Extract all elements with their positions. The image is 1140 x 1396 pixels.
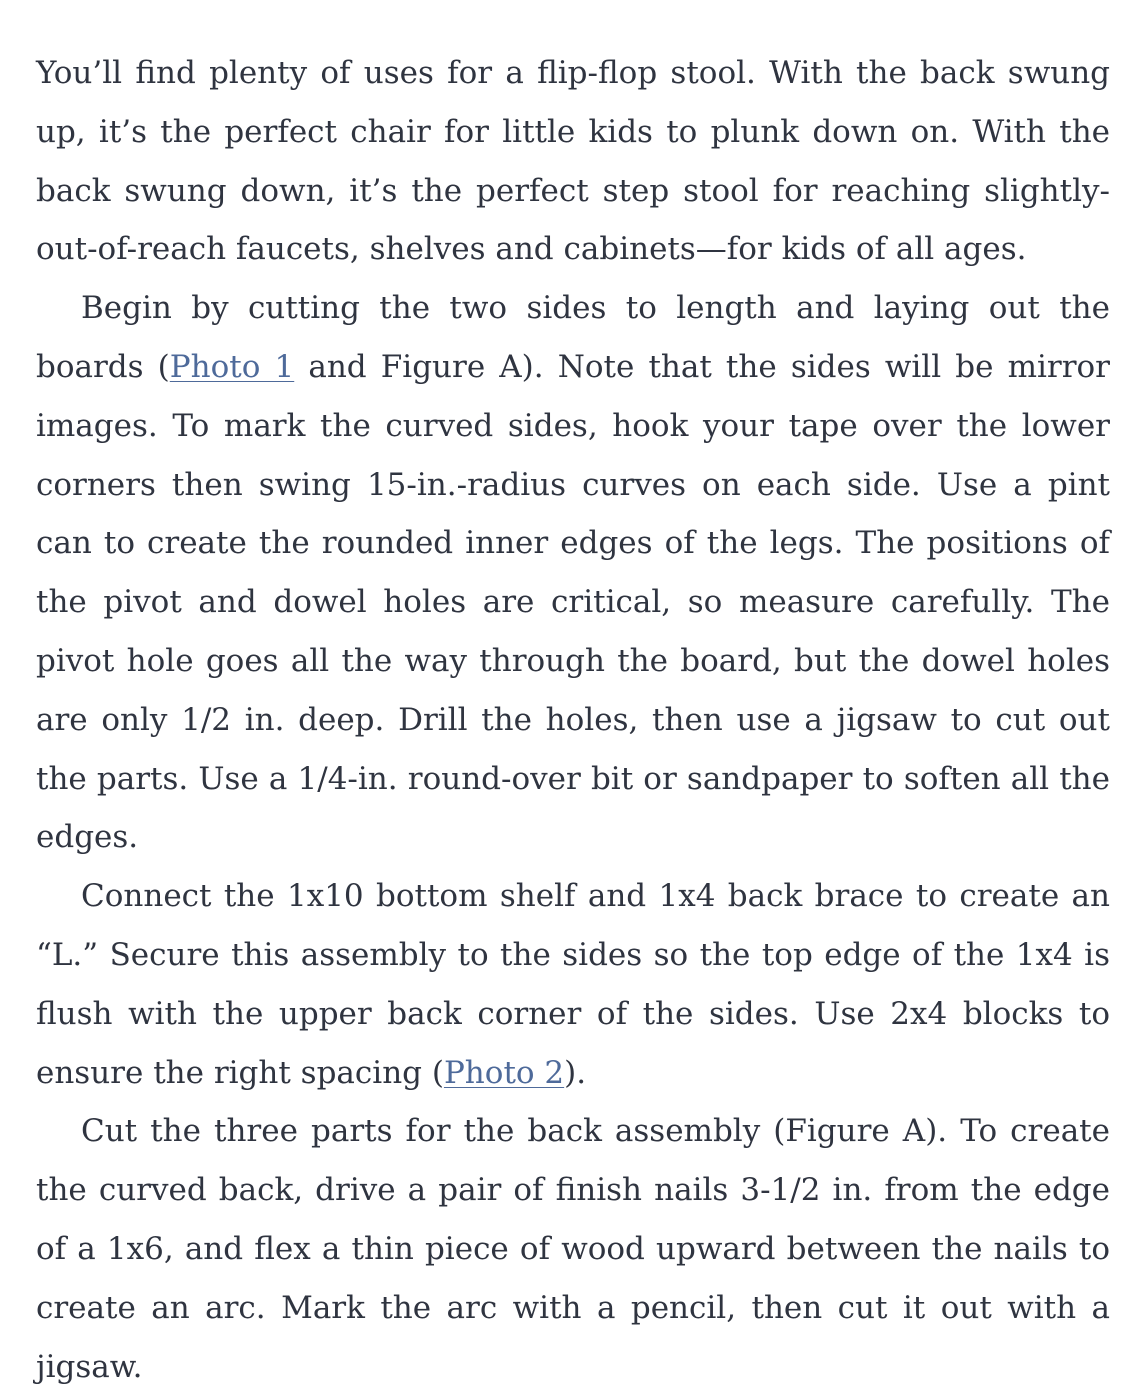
paragraph-intro: [36, 44, 1110, 279]
paragraph-bottom-shelf-text-start: Connect the 1x10 bottom shelf and 1x4 back brace to create an “L.” Secure this assembly to the sides so the top edge of the 1x4 is flush with the upper back corner of the sides. Use 2x4 blocks to ensure the right spacing (: [36, 878, 1110, 1091]
photo-1-link[interactable]: Photo 1: [169, 348, 295, 385]
photo-2-link[interactable]: Photo 2: [443, 1054, 565, 1091]
paragraph-back-assembly-text: Cut the three parts for the back assembly (Figure A). To create the curved back, drive a pair of finish nails 3-1/2 in. from the edge of a 1x6, and flex a thin piece of wood upward between the nails to create an arc. Mark the arc with a pencil, then cut it out with a jigsaw.: [36, 1113, 1110, 1385]
paragraph-cutting-sides-text-end: and Figure A). Note that the sides will be mirror images. To mark the curved sides, hook your tape over the lower corners then swing 15-in.-radius curves on each side. Use a pint can to create the rounded inner edges of the legs. The positions of the pivot and dowel holes are critical, so measure carefully. The pivot hole goes all the way through the board, but the dowel holes are only 1/2 in. deep. Drill the holes, then use a jigsaw to cut out the parts. Use a 1/4-in. round-over bit or sandpaper to soften all the edges.: [36, 348, 1110, 856]
article-body: [36, 44, 1110, 1396]
paragraph-bottom-shelf-text-end: ).: [564, 1054, 587, 1091]
paragraph-bottom-shelf: [36, 867, 1110, 1102]
paragraph-intro-text: You’ll find plenty of uses for a flip-flop stool. With the back swung up, it’s the perfect chair for little kids to plunk down on. With the back swung down, it’s the perfect step stool for reaching slightly-out-of-reach faucets, shelves and cabinets—for kids of all ages.: [36, 55, 1110, 268]
paragraph-back-assembly: [36, 1102, 1110, 1396]
paragraph-cutting-sides-text-start: Begin by cutting the two sides to length and laying out the boards (: [36, 290, 1110, 385]
paragraph-cutting-sides: [36, 279, 1110, 867]
